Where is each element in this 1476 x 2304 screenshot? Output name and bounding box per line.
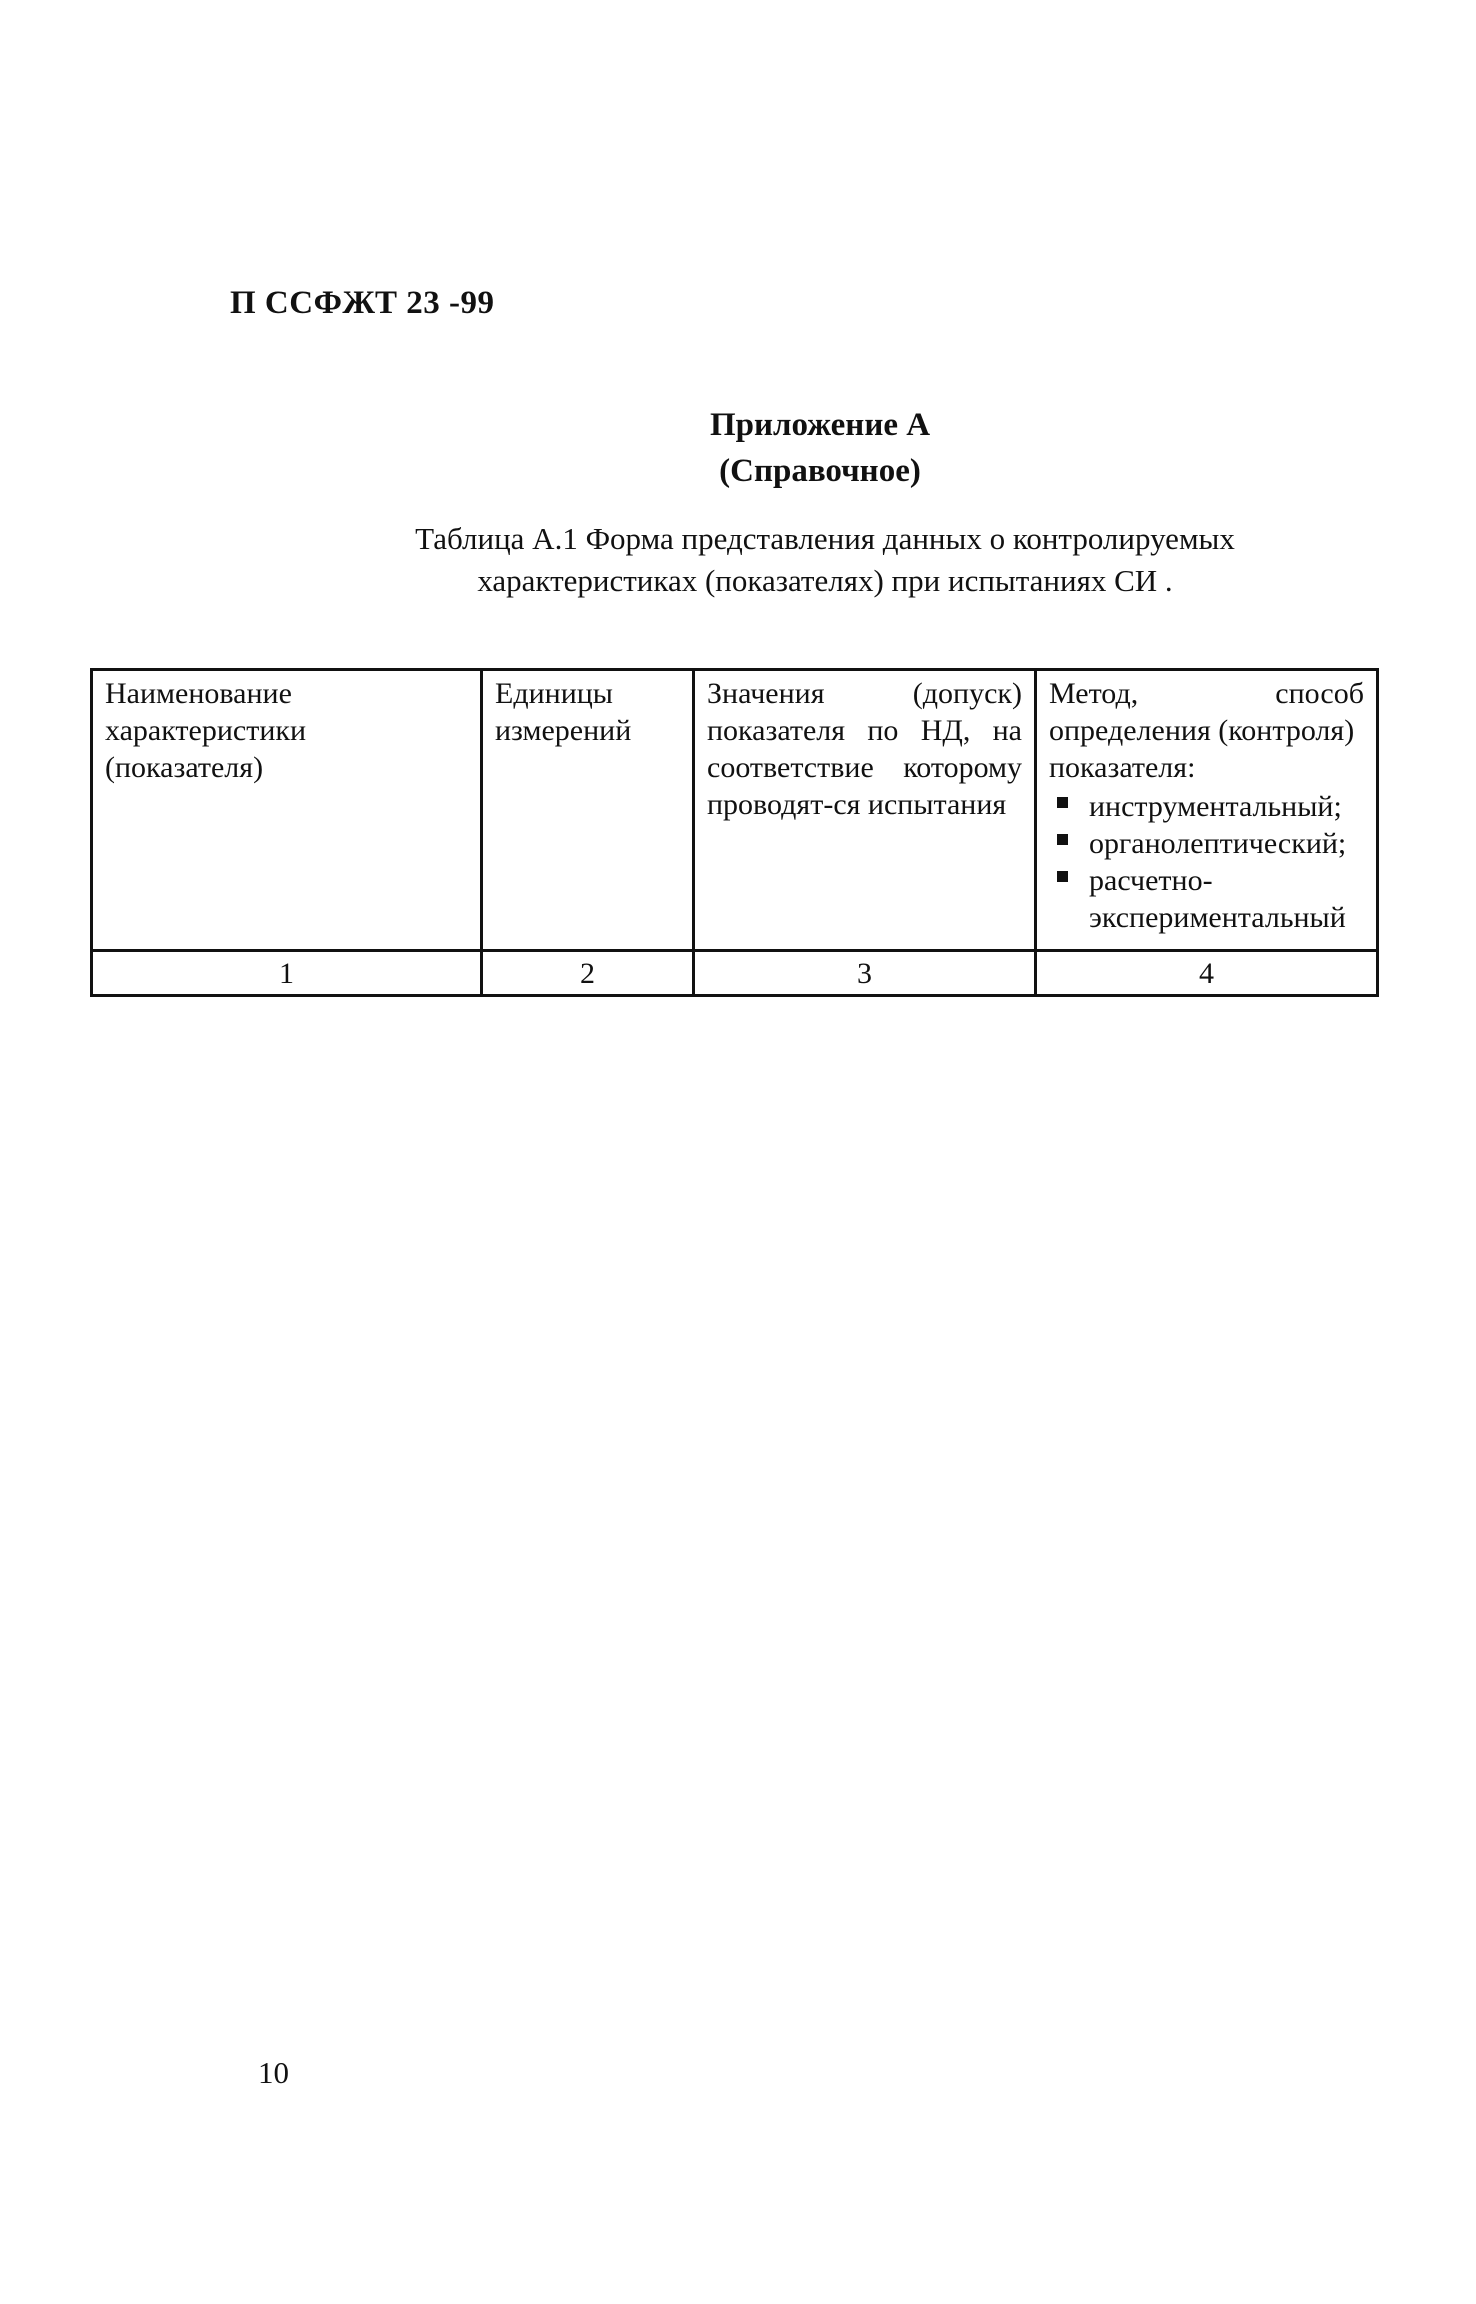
- page-number: 10: [258, 2055, 289, 2090]
- appendix-title: Приложение А: [709, 407, 931, 443]
- document-code: П ССФЖТ 23 -99: [230, 285, 495, 321]
- column-number-3: 3: [694, 951, 1036, 996]
- column-number-1: 1: [92, 951, 482, 996]
- appendix-type: (Справочное): [719, 453, 921, 489]
- table-caption: [300, 518, 1350, 602]
- column-number-2: 2: [482, 951, 694, 996]
- method-list: [1049, 788, 1364, 936]
- header-characteristic-name: [92, 670, 482, 951]
- header-units: [482, 670, 694, 951]
- table-caption-line-1: Таблица А.1 Форма представления данных о контролируемых: [415, 521, 1235, 556]
- method-item-calculation: расчетно-экспериментальный: [1049, 862, 1364, 936]
- column-number-4: 4: [1036, 951, 1378, 996]
- method-way-word: способ: [1275, 677, 1364, 710]
- appendix-heading: [640, 402, 1000, 494]
- header-values: [694, 670, 1036, 951]
- method-title-line: [1049, 675, 1364, 712]
- method-description: определения (контроля) показателя:: [1049, 714, 1355, 784]
- data-form-table: [90, 668, 1379, 997]
- table-number-row: [92, 951, 1378, 996]
- method-item-organoleptic: органолептический;: [1049, 825, 1364, 862]
- method-item-instrumental: инструментальный;: [1049, 788, 1364, 825]
- header-characteristic-name-text: Наименование характеристики (показателя): [105, 677, 307, 784]
- header-units-text: Единицы измерений: [495, 677, 632, 747]
- table-header-row: [92, 670, 1378, 951]
- header-method: [1036, 670, 1378, 951]
- header-values-text: Значения (допуск) показателя по НД, на соответствие которому проводят-ся испытания: [707, 677, 1022, 821]
- table-caption-line-2: характеристиках (показателях) при испытаниях СИ .: [477, 563, 1173, 598]
- method-word: Метод,: [1049, 677, 1139, 710]
